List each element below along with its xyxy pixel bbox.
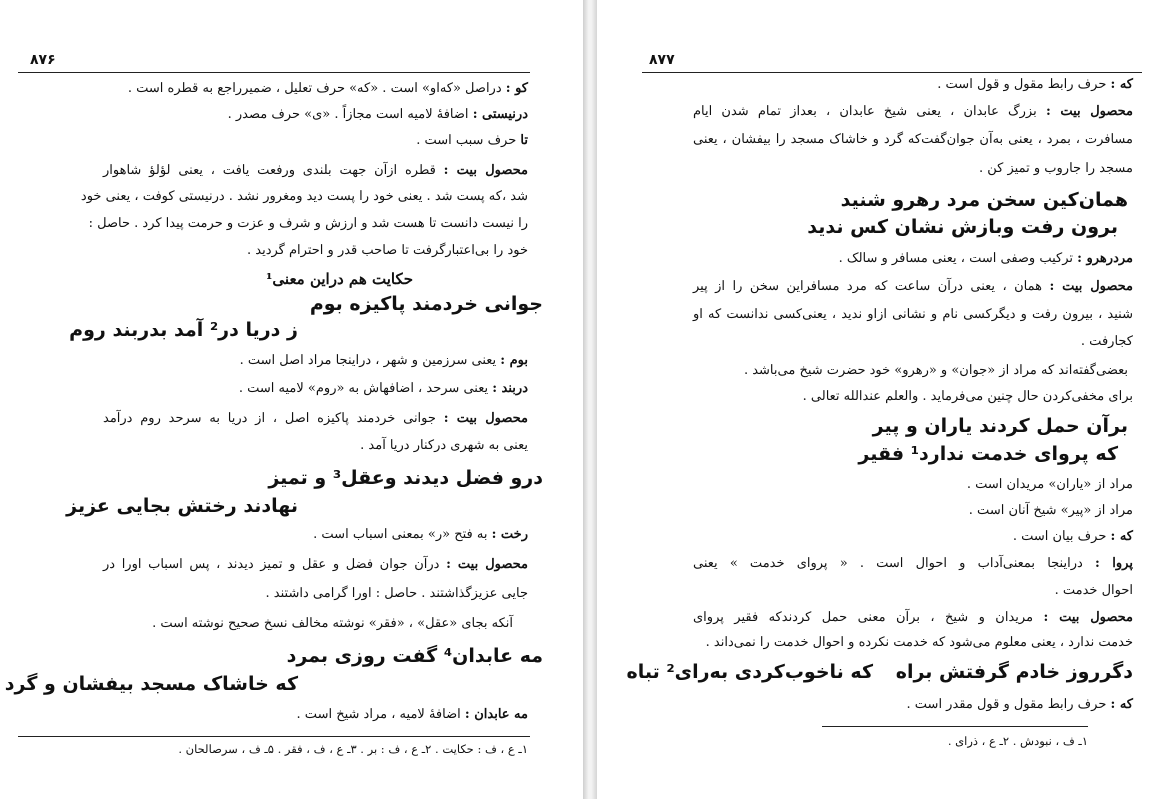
right-page — [597, 0, 1173, 799]
footnote-rule — [822, 726, 1088, 727]
text-line: جایی عزیزگذاشتند . حاصل : اورا گرامی داشتند . — [265, 586, 528, 601]
verse-hemistich: که پروای خدمت ندارد¹ فقیر — [858, 443, 1118, 465]
text-line: مه عابدان : اضافهٔ لامیه ، مراد شیخ است . — [296, 707, 528, 722]
text-line: محصول بیت : درآن جوان فضل و عقل و تمیز دیدند ، پس اسباب اورا در — [103, 557, 528, 572]
verse-hemistich: برآن حمل کردند یاران و پیر — [872, 415, 1128, 437]
text-line: پروا : دراینجا بمعنی‌آداب و احوال است . « پروای خدمت » یعنی — [693, 556, 1133, 571]
verse-hemistich: جوانی خردمند پاکیزه بوم — [309, 293, 543, 315]
text-line: بوم : یعنی سرزمین و شهر ، دراینجا مراد اصل است . — [239, 353, 528, 368]
text-line: درنیستی : اضافهٔ لامیه است مجازاً . «ی» حرف مصدر . — [227, 107, 528, 122]
text-line: که : حرف بیان است . — [1012, 529, 1133, 544]
page-number: ۸۷۷ — [649, 52, 675, 68]
section-heading: حکایت هم دراین معنی¹ — [265, 270, 413, 288]
page-number: ۸۷۶ — [30, 52, 56, 68]
text-line: شنید ، بیرون رفت و دیگرکسی نام و نشانی ازاو ندید ، یعنی‌کسی ندانست که او — [693, 307, 1133, 322]
text-line: کجارفت . — [1080, 334, 1133, 349]
text-line: مردرهرو : ترکیب وصفی است ، یعنی مسافر و سالک . — [838, 251, 1133, 266]
verse-hemistich: ز دریا در² آمد بدربند روم — [69, 319, 298, 341]
footnote-rule — [18, 736, 530, 737]
text-line: که : حرف رابط مقول و قول است . — [937, 77, 1133, 92]
text-line: محصول بیت : جوانی خردمند پاکیزه اصل ، از دریا به سرحد روم درآمد — [103, 411, 528, 426]
book-gutter — [583, 0, 597, 799]
verse-hemistich: همان‌کین سخن مرد رهرو شنید — [840, 189, 1128, 211]
text-line: تا حرف سبب است . — [416, 133, 528, 148]
text-line: خدمت ندارد ، یعنی معلوم می‌شود که خدمت نکرده و احوال خدمت را نمی‌داند . — [705, 635, 1133, 650]
text-line: مراد از «یاران» مریدان است . — [966, 477, 1133, 492]
text-line: محصول بیت : قطره ازآن جهت بلندی ورفعت یافت ، یعنی لؤلؤ شاهوار — [103, 163, 528, 178]
text-line: دربند : یعنی سرحد ، اضافهاش به «روم» لامیه است . — [238, 381, 528, 396]
verse-hemistich: که ناخوب‌کردی به‌رای² تباه — [626, 661, 873, 683]
verse-hemistich: نهادند رختش بجایی عزیز — [66, 495, 298, 517]
verse-hemistich: درو فضل دیدند وعقل³ و تمیز — [268, 467, 543, 489]
text-line: بعضی‌گفته‌اند که مراد از «جوان» و «رهرو» خود حضرت شیخ می‌باشد . — [743, 363, 1128, 378]
text-line: مراد از «پیر» شیخ آنان است . — [968, 503, 1133, 518]
verse-hemistich: مه عابدان⁴ گفت روزی بمرد — [286, 645, 543, 667]
text-line: کو : دراصل «که‌او» است . «که» حرف تعلیل ، ضمیرراجع به قطره است . — [127, 81, 528, 96]
footnote: ۱ـ ع ، ف : حکایت . ۲ـ ع ، ف : بر . ۳ـ ع ، ف ، فقر . ۵ـ ف ، سرصالحان . — [178, 742, 528, 756]
left-page — [0, 0, 583, 799]
text-line: محصول بیت : همان ، یعنی درآن ساعت که مرد مسافراین سخن را از پیر — [693, 279, 1134, 294]
verse-hemistich: که خاشاک مسجد بیفشان و گرد — [4, 673, 298, 695]
text-line: برای مخفی‌کردن حال چنین می‌فرماید . والعلم عندالله تعالی . — [802, 389, 1133, 404]
text-line: خود را بی‌اعتبارگرفت تا صاحب قدر و احترام گردید . — [247, 243, 528, 258]
verse-hemistich: دگرروز خادم گرفتش براه — [895, 661, 1133, 683]
text-line: رخت : به فتح «ر» بمعنی اسباب است . — [313, 527, 528, 542]
text-line: مسافرت ، بمرد ، یعنی به‌آن جوان‌گفت‌که گرد و خاشاک مسجد را بیفشان ، یعنی — [693, 132, 1133, 147]
verse-hemistich: برون رفت وبازش نشان کس ندید — [807, 216, 1118, 238]
text-line: مسجد را جاروب و تمیز کن . — [979, 161, 1133, 176]
text-line: آنکه بجای «عقل» ، «فقر» نوشته مخالف نسخ صحیح نوشته است . — [152, 616, 513, 631]
text-line: یعنی به شهری درکنار دریا آمد . — [360, 438, 528, 453]
footnote: ۱ـ ف ، نبودش . ۲ـ ع ، ذرای . — [947, 734, 1088, 748]
text-line: را نیست دانست تا هست شد و ارزش و شرف و عزت و حرمت پیدا کرد . حاصل : — [88, 216, 528, 231]
text-line: که : حرف رابط مقول و قول مقدر است . — [906, 697, 1133, 712]
text-line: محصول بیت : بزرگ عابدان ، یعنی شیخ عابدان ، بعداز تمام شدن ایام — [693, 104, 1133, 119]
text-line: شد ،که پست شد . یعنی خود را پست دید ومغرور نشد . درنیستی کوفت ، یعنی خود — [80, 189, 528, 204]
header-rule — [18, 72, 530, 73]
text-line: محصول بیت : مریدان و شیخ ، برآن معنی حمل کردندکه فقیر پروای — [693, 610, 1133, 625]
text-line: احوال خدمت . — [1054, 583, 1133, 598]
header-rule — [642, 72, 1142, 73]
